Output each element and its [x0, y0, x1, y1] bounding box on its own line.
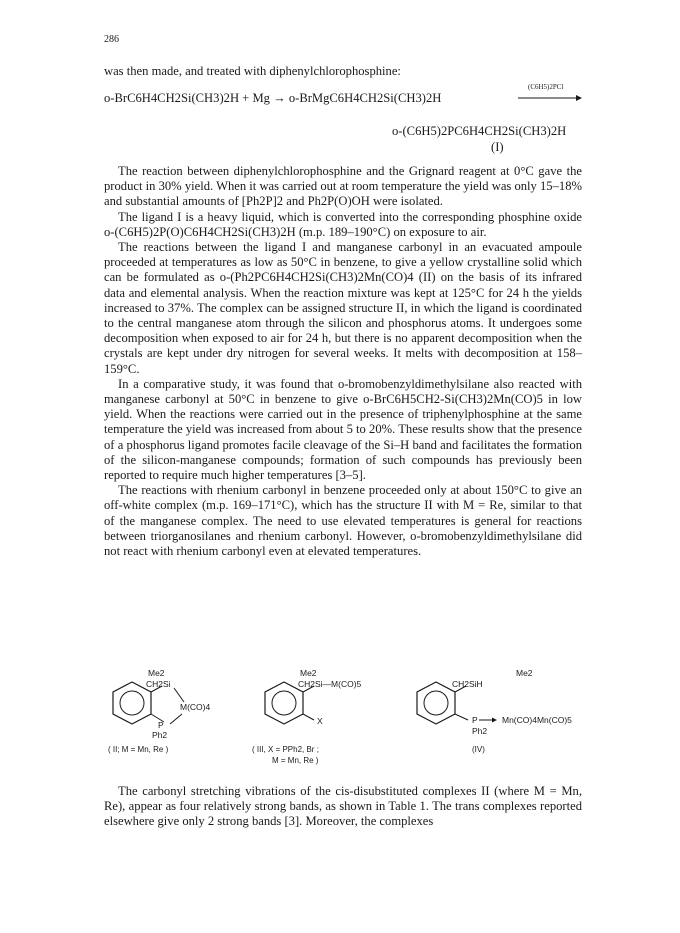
- closing-text: [104, 784, 582, 830]
- equation-product: o-(C6H5)2PC6H4CH2Si(CH3)2H: [392, 124, 567, 138]
- dimanganese-carbonyl-label: Mn(CO)4Mn(CO)5: [502, 715, 572, 725]
- x-substituent-label: X: [317, 716, 323, 726]
- ch2si-metal-label: CH2Si—M(CO)5: [298, 679, 362, 689]
- paragraph: The reactions between the ligand I and manganese carbonyl in an evacuated ampoule proceeded at temperatures as low as 50°C in benzene, to give a yellow crystalline solid which can be formulated as o-(Ph2PC6H4CH2Si(CH3)2Mn(CO)4 (II) on the basis of its infrared data and elemental analysis. When the reaction mixture was kept at 125°C for 24 h the yields increased to 37%. The complex can be assigned structure II, in which the ligand is coordinated to the central manganese atom through the silicon and phosphorus atoms. It undergoes some decomposition when exposed to air for 24 h, but there is no apparent decomposition when the crystals are kept under dry nitrogen for several weeks. It melts with decomposition at 158–159°C.: [104, 240, 582, 376]
- page-number: 286: [104, 34, 119, 45]
- structure-caption: M = Mn, Re ): [272, 756, 319, 765]
- phosphorus-label: P: [472, 715, 478, 725]
- ch2si-label: CH2Si: [146, 679, 171, 689]
- equation-condition: (C6H5)2PCl: [528, 83, 564, 91]
- equation-label: (I): [491, 140, 504, 154]
- metal-carbonyl-label: M(CO)4: [180, 702, 211, 712]
- paragraph: In a comparative study, it was found that o-bromobenzyldimethylsilane also reacted with manganese carbonyl at 50°C in benzene to give o-BrC6H5CH2-Si(CH3)2Mn(CO)5 in low yield. When the reactions were carried out in the presence of triphenylphosphine at the same temperature the yield was increased from about 5 to 20%. These results show that the presence of a phosphorus ligand promotes facile cleavage of the Si–H band and facilitates the formation of the silicon-manganese compounds; formation of such compounds has previously been reported to require much higher temperatures [3–5].: [104, 376, 582, 483]
- phosphorus-label: P: [158, 720, 164, 730]
- paragraph: The carbonyl stretching vibrations of the cis-disubstituted complexes II (where M = Mn, Re), appear as four relatively strong bands, as shown in Table 1. The trans complexes reported elsewhere give only 2 strong bands [3]. Moreover, the complexes: [104, 784, 582, 829]
- intro-line: was then made, and treated with diphenylchlorophosphine:: [104, 64, 401, 78]
- structure-caption: ( II; M = Mn, Re ): [108, 745, 169, 754]
- me2-label: Me2: [516, 668, 533, 678]
- structure-caption: (IV): [472, 745, 485, 754]
- ph2-label: Ph2: [472, 726, 488, 736]
- structure-caption: ( III, X = PPh2, Br ;: [252, 745, 319, 754]
- me2-label: Me2: [148, 668, 165, 678]
- body-text: [104, 164, 582, 559]
- equation-left: o-BrC6H4CH2Si(CH3)2H + Mg → o-BrMgC6H4CH2Si(CH3)2H: [104, 91, 442, 105]
- reaction-arrow: [518, 92, 582, 104]
- paragraph: The reactions with rhenium carbonyl in benzene proceeded only at about 150°C to give an off-white complex (m.p. 169–171°C), which has the structure II with M = Re, similar to that of the manganese complex. The need to use elevated temperatures is general for reactions between triorganosilanes and rhenium carbonyl. However, o-bromobenzyldimethylsilane did not react with rhenium carbonyl even at elevated temperatures.: [104, 483, 582, 559]
- ch2sih-label: CH2SiH: [452, 679, 483, 689]
- ph2-label: Ph2: [152, 730, 168, 740]
- paragraph: The reaction between diphenylchlorophosphine and the Grignard reagent at 0°C gave the product in 30% yield. When it was carried out at room temperature the yield was only 15–18% and substantial amounts of [Ph2P]2 and Ph2P(O)OH were isolated.: [104, 164, 582, 209]
- me2-label: Me2: [300, 668, 317, 678]
- paragraph: The ligand I is a heavy liquid, which is converted into the corresponding phosphine oxide o-(C6H5)2P(O)C6H4CH2Si(CH3)2H (m.p. 189–190°C) on exposure to air.: [104, 209, 582, 239]
